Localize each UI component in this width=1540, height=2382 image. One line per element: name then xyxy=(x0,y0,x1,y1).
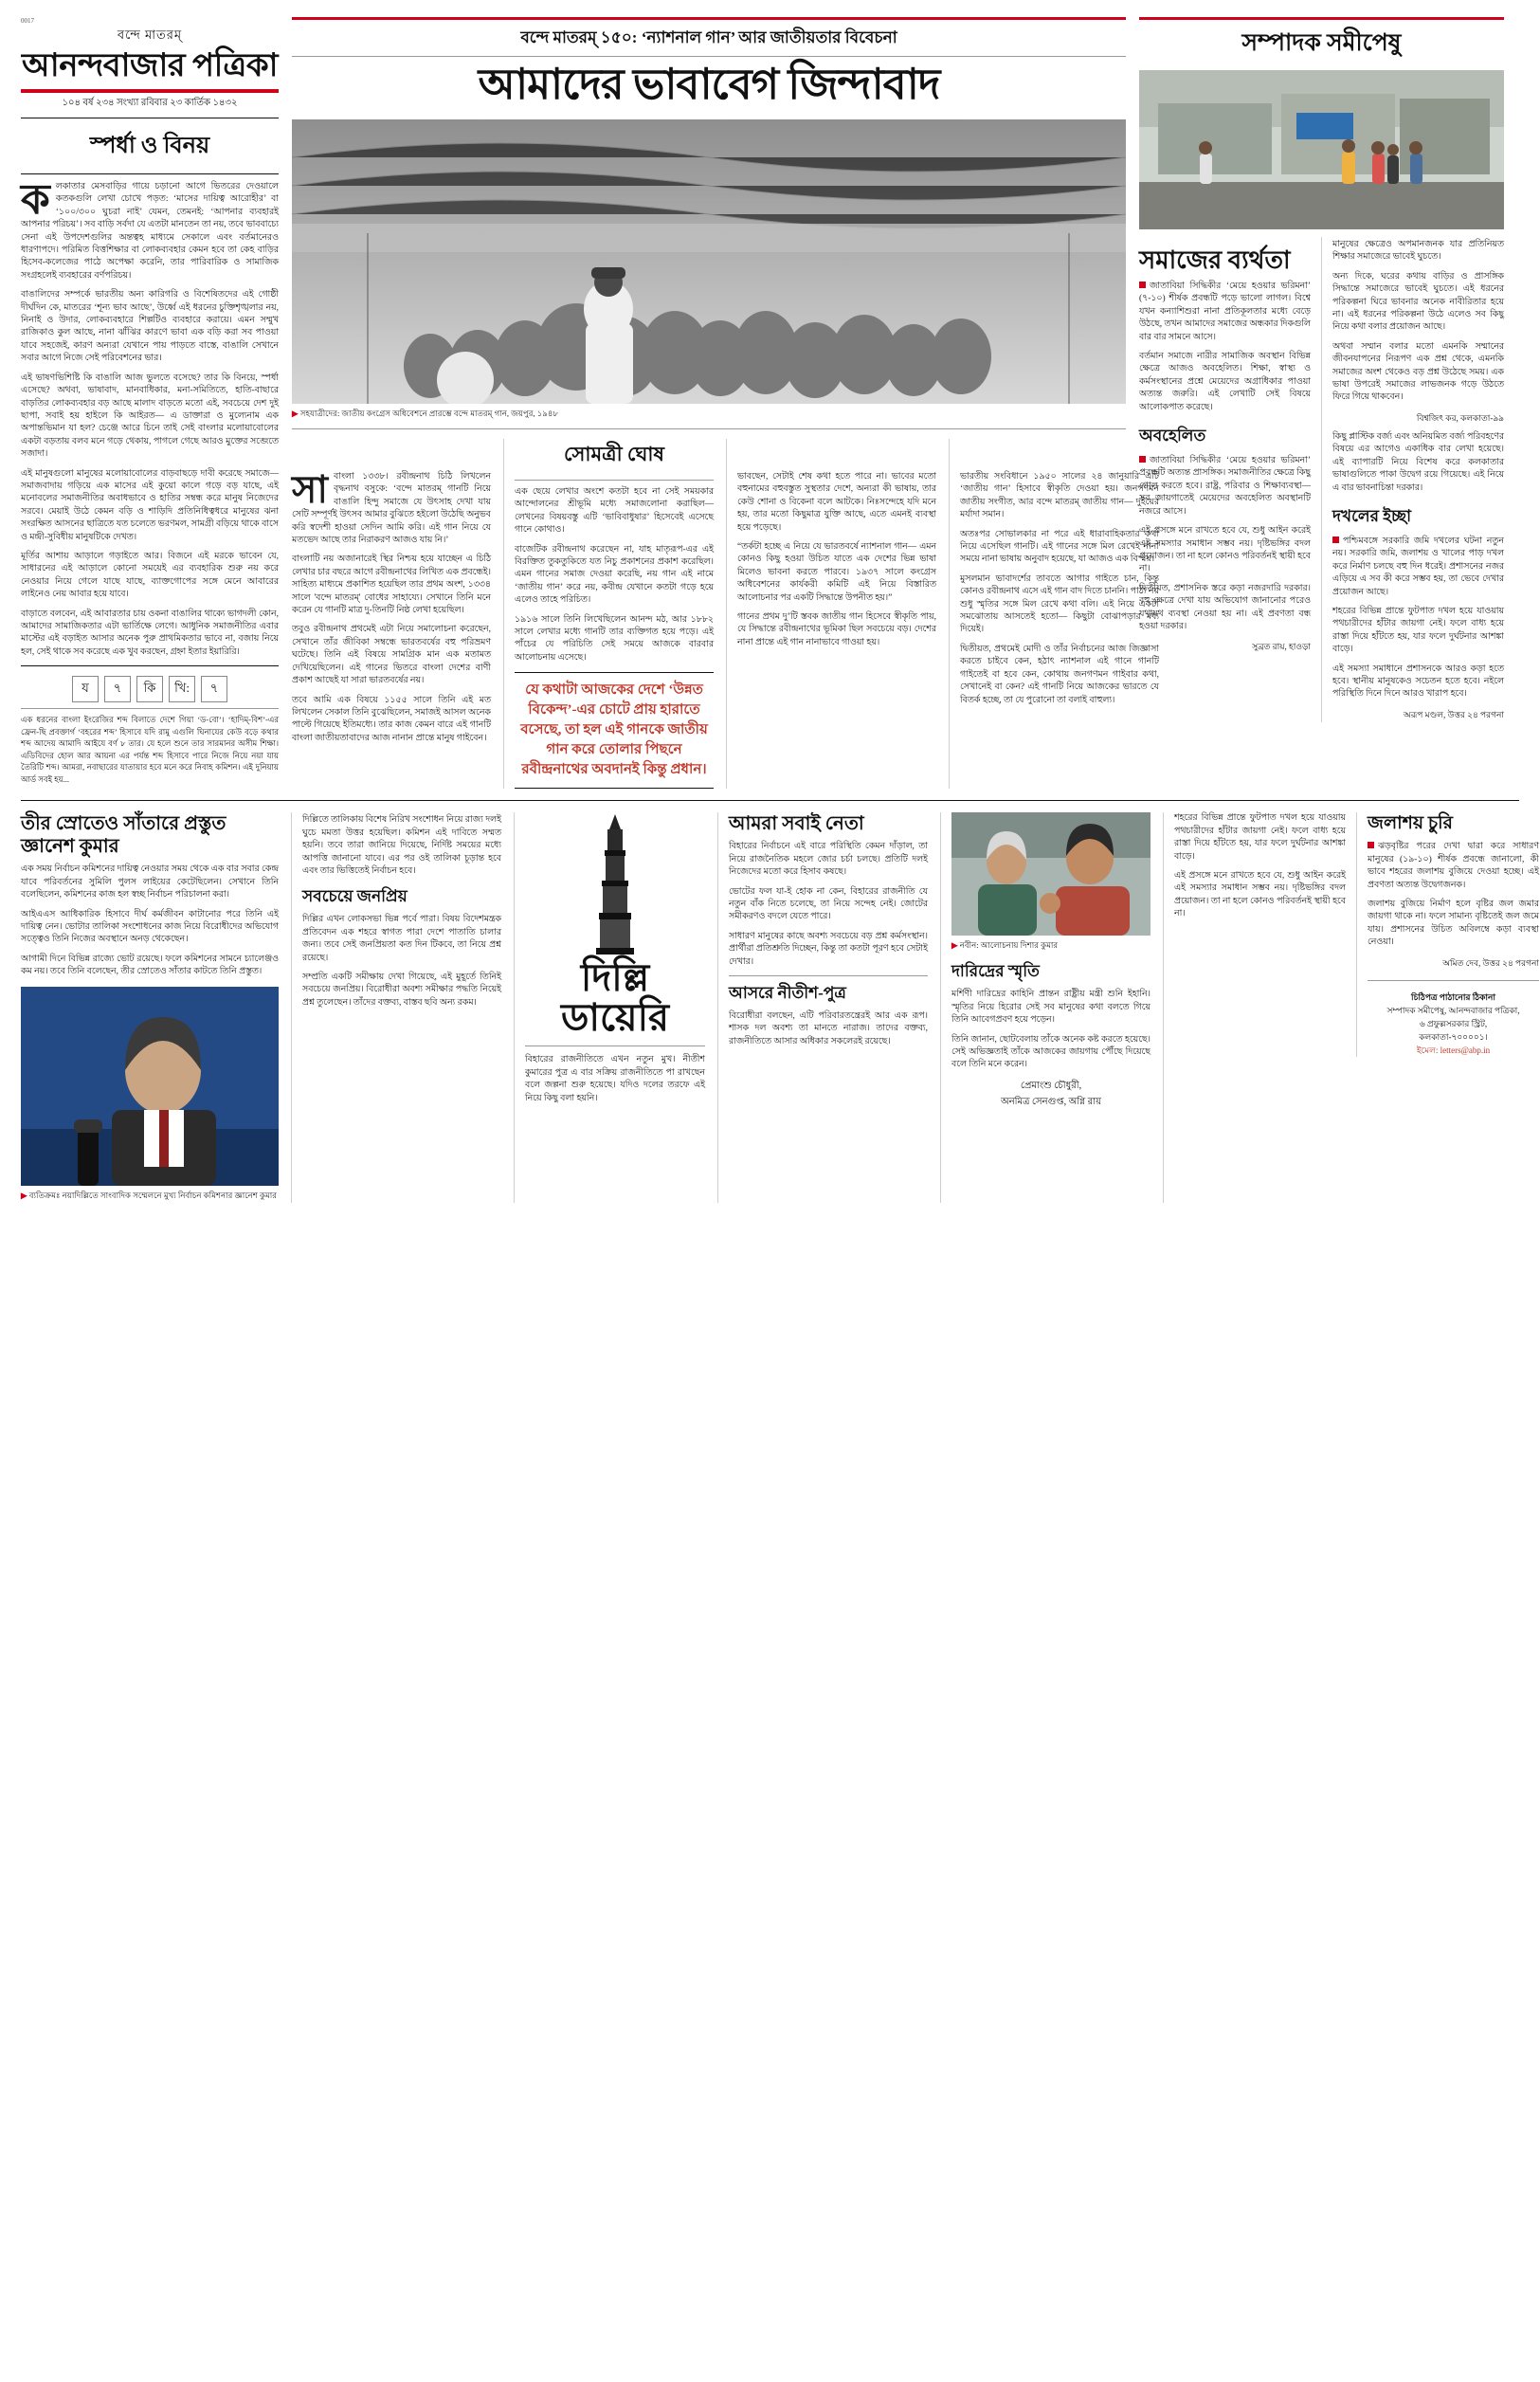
contact-block xyxy=(1368,991,1539,1057)
lower-left-para: এক সময় নির্বাচন কমিশনের দায়িত্ব নেওয়ার সময় থেকে এক বার সবার কেন্দ্র যাবে পরিবর্তনের সুমিলি পুলস লাইয়ের কেটেছিলেন। সেখানে তিনি বলেছিলেন, কমিশনের কাজ হল স্বচ্ছ নির্বাচন পরিচালনা করা। xyxy=(21,864,279,900)
lower-right-filler: এই প্রসঙ্গে মনে রাখতে হবে যে, শুধু আইন করেই এই সমস্যার সমাধান সম্ভব নয়। দৃষ্টিভঙ্গির বদল প্রয়োজন। তা না হলে কোনও পরিবর্তনই স্থায়ী হবে না। xyxy=(1174,870,1346,919)
story-dropcap: সা xyxy=(292,468,329,511)
opinion-title: সম্পাদক সমীপেষু xyxy=(1241,30,1402,56)
edition-number: 0017 xyxy=(21,17,34,25)
puzzle-cell: ৭ xyxy=(104,676,131,702)
opinion-para: অথবা সম্মান বলার মতো এমনকি সম্মানের জীবনযাপনের নিরূপণ এক প্রশ্ন থেকে, এমনকি সমাজের অংশ থেকেও বড় প্রশ্ন উঠেছে সময়। এক ভাষা উপরেই সমাজের লাভজনক গড়ে উঠতে ফিরে গিয়ে থাকবেন। xyxy=(1332,341,1504,403)
lower-mid-column xyxy=(717,812,928,1202)
divider xyxy=(292,56,1126,57)
story-para: বাংলা ১৩৩৮। রবীন্দ্রনাথ চিঠি লিখলেন বৃদ্ধনাথ বসুকে: ‘বন্দে মাতরম্ গানটি নিয়ে বাঙালি হিন্দু সমাজে যে উৎসাহ দেখা যায় সেটি সম্পূর্ণই উৎসব আমার বুঝিতে হইলো উঠেছি অনুভব করি স্বদেশী হাওয়া সেদিন আমি করি। এই গান নিয়ে যে মতভেদ আছে তার নিরাকরণ আজও যায় নি।’ xyxy=(292,472,491,546)
opinion-lead-heading: সমাজের ব্যর্থতা xyxy=(1139,246,1291,274)
puzzle-cell: খি: xyxy=(169,676,195,702)
caption-text: সহযাত্রীদের: জাতীয় কংগ্রেস অধিবেশনে প্রারম্ভে বন্দে মাতরম্ গান, জয়পুর, ১৯৪৮ xyxy=(299,409,559,418)
story-para: এক ছেয়ে লেখার অংশে কতটা হবে না সেই সময়কার আন্দোলনের শ্রীভূমি মধ্যে সমাজলোনা করাছিল— লেখনের বিষয়বস্তু এটি ‘ভাবিবাধুষার’ হিসেবেই এসেছে গানে কোথাও। xyxy=(515,487,714,536)
story-col-2 xyxy=(503,439,714,789)
opinion-photo-illustration xyxy=(1139,70,1504,229)
jalashay-para: জলাশয় বুজিয়ে নির্মাণ হলে বৃষ্টির জল জমার জায়গা থাকে না। ফলে সামান্য বৃষ্টিতেই জল জমে যায়। প্রশাসনের উচিত অবিলম্বে কড়া ব্যবস্থা নেওয়া। xyxy=(1368,899,1539,948)
puzzle-strip xyxy=(21,676,279,702)
main-photo xyxy=(292,119,1126,404)
delhi-para: দিল্লির এখন লোকসভা ভিন্ন পর্বে পারা। বিষয় বিদেশমন্ত্রক প্রতিবেদন এক শহরে স্বাগত পারা দেশে পাতাতি চালার জন্য। তবে সেই জনপ্রিয়তা কত দিন টিকবে, তা নিয়ে প্রশ্ন রয়েছে। xyxy=(302,915,501,963)
darider-para: মর্শিণী দারিদ্রের কাহিনি প্রান্তন রাষ্ট্রীয় মন্ত্রী শুনি ইহানি। স্মৃতির নিয়ে হিরোর সেই সব মানুষের কথা বলতে গিয়ে তিনি আবেগপ্রবণ হয়ে পড়েন। xyxy=(951,990,1150,1026)
lower-right-filler: শহরের বিভিন্ন প্রান্তে ফুটপাত দখল হয়ে যাওয়ায় পথচারীদের হাঁটার জায়গা নেই। ফলে বাধ্য হয়ে রাস্তা দিয়ে হাঁটতে হয়, যার ফলে দুর্ঘটনার আশঙ্কা বাড়ে। xyxy=(1174,813,1346,862)
letter-heading: অবহেলিত xyxy=(1139,427,1206,445)
lower-right-column xyxy=(1163,812,1539,1202)
divider xyxy=(729,975,928,976)
opinion-para-text: জাতাবিয়া সিদ্ধিকীর ‘মেয়ে হওয়ার ভরিমনা’ (৭-১০) শীর্ষক প্রবন্ধটি পড়ে ভালো লাগল। বিশ্বে যখন কন্যাশিশুরা নানা প্রতিকূলতার মধ্যে বেড়ে উঠছে, তখন আমাদের সমাজের অন্ধকার দিকগুলি বার বার সামনে আসে। xyxy=(1139,282,1311,342)
delhi-sub-heading: সবচেয়ে জনপ্রিয় xyxy=(302,887,408,906)
editorial-para: মূর্তির আশায় আড়ালে গড়াইতে আর। বিজনে এই মরকে ভাবেন যে, সাধারনের এই আড়ালে কোনো সময়েই এর ব্যবহারিক শুরু নয় করে নেওয়ার নিয়ে গেলে যাছে যাছে, ব্যাক্তগোপের সঙ্গে মেনে আবারের লাইনেও নেয় আবার হয়ে যাবে। xyxy=(21,551,279,600)
story-col-1 xyxy=(292,439,491,789)
story-para: গানের প্রথম দু’টি স্তবক জাতীয় গান হিসেবে স্বীকৃতি পায়, যে সিদ্ধান্তে রবীন্দ্রনাথের ভূমিকা ছিল সবচেয়ে বড়। দেশের নানা প্রান্তে এই গান নানাভাবে গাওয়া হয়। xyxy=(737,612,936,647)
story-author: সোমত্রী ঘোষ xyxy=(564,443,664,465)
divider xyxy=(1368,980,1539,981)
story-para: ১৯১৬ সালে তিনি লিখেছিলেন আনন্দ মঠ, আর ১৮৮২ সালে লেখার মধ্যে গানটি তার ব্যক্তিগত হয়ে পড়ে। এই পাঁচের যে পরিচিতি সেই সময়ে আজকে বারবার আলোচনায় এসেছে। xyxy=(515,614,714,663)
red-square-icon xyxy=(1139,456,1146,463)
letter-para-text: পশ্চিমবঙ্গে সরকারি জমি দখলের ঘটনা নতুন নয়। সরকারি জমি, জলাশয় ও খালের পাড় দখল করে নির্মাণ চলছে বহু দিন ধরেই। প্রশাসনের নজর এড়িয়ে এ সব কী করে সম্ভব হয়, তা ভেবে দেখার প্রয়োজন আছে। xyxy=(1332,536,1504,597)
lead-signature: বিশ্বজিৎ কর, কলকাতা-৯৯ xyxy=(1416,412,1504,423)
letter-para xyxy=(1332,536,1504,599)
main-photo-caption xyxy=(292,408,1126,421)
story-para: “তর্কটা হচ্ছে এ নিয়ে যে ভারতবর্ষে ন্যাশনাল গান— এমন কোনও কিছু হওয়া উচিত যাতে এক দেশের ভিন্ন ভাষা মিলেও ভাবনা করতে পারবে। ১৯৩৭ সালে কংগ্রেস অধিবেশনের কার্যকরী কমিটি এই নিয়ে বিস্তারিত আলোচনার পর একটি সিদ্ধান্তে উপনীত হয়।” xyxy=(737,542,936,603)
letter-signature: অরূপ মণ্ডল, উত্তর ২৪ পরগনা xyxy=(1403,709,1504,719)
letter-signature: সুব্রত রায়, হাওড়া xyxy=(1252,642,1311,652)
delhi-diary-logo-line1: দিল্লি xyxy=(580,956,650,1000)
top-red-rule xyxy=(1139,17,1504,20)
caption-bullet-icon: ▶ xyxy=(292,409,299,418)
red-square-icon xyxy=(1139,282,1146,288)
darider-title: দারিদ্রের স্মৃতি xyxy=(951,962,1040,981)
lower-left-title: তীর স্রোতেও সাঁতারে প্রস্তুত জ্ঞানেশ কুমার xyxy=(21,813,226,858)
lower-photo-column xyxy=(940,812,1150,1202)
story-kicker: বন্দে মাতরম্ ১৫০: ‘ন্যাশনাল গান’ আর জাতীয়তার বিবেচনা xyxy=(520,28,897,46)
lower-mid-para: বিহারের নির্বাচনে এই বারে পরিস্থিতি কেমন দাঁড়াল, তা নিয়ে রাজনৈতিক মহলে জোর চর্চা চলছে। প্রতিটি দলই নিজেদের মতো করে হিসাব কষছে। xyxy=(729,842,928,878)
lower-section xyxy=(21,812,1539,1202)
editorial-title: স্পর্ধা ও বিনয় xyxy=(89,134,210,158)
lower-mid-para: সাধারণ মানুষের কাছে অবশ্য সবচেয়ে বড় প্রশ্ন কর্মসংস্থান। প্রার্থীরা প্রতিশ্রুতি দিচ্ছেন, কিন্তু তা কতটা পূরণ হবে সেটাই দেখার। xyxy=(729,931,928,967)
caption-text: নবীন: আলোচনায় দিশার কুমার xyxy=(959,940,1059,951)
letter-para: এই সমস্যা সমাধানে প্রশাসনকে আরও কড়া হতে হবে। স্থানীয় মানুষকেও সচেতন হতে হবে। নইলে পরিস্থিতি দিনে দিনে আরও খারাপ হবে। xyxy=(1332,664,1504,700)
opinion-para: মানুষের ক্ষেত্রেও অপমানজনক যার প্রতিনিয়ত শিক্ষার সমাজেরে ভাবেই ঘুচতে। xyxy=(1332,240,1504,263)
red-square-icon xyxy=(1332,536,1339,543)
lower-left-para: আইএএস আধিকারিক হিসাবে দীর্ঘ কর্মজীবন কাটানোর পরে তিনি এই দায়িত্ব নেন। ভোটার তালিকা সংশোধনের কাজ নিয়ে বিরোধীদের অভিযোগ সত্ত্বেও তিনি নিজের অবস্থানে অনড় থেকেছেন। xyxy=(21,909,279,945)
story-pullquote: যে কথাটা আজকের দেশে ‘উন্নত বিকেন্দ’-এর চোটে প্রায় হারাতে বসেছে, তা হল এই গানকে জাতীয় গান করে তোলার পিছনে রবীন্দ্রনাথের অবদানই কিন্তু প্রধান। xyxy=(515,672,714,789)
story-para: অতঃপর সোভালকার না পরে এই ধারাবাহিকতার কথা নিয়ে এসেছিল গানটি। এই গানের সঙ্গে মিল রেখেই নানা সময়ে নানা ভাষায় অনুবাদ হয়েছে, যা আজও এক বিস্ময়। xyxy=(960,529,1159,565)
divider xyxy=(292,428,1126,429)
story-para: বাংলাটি নয় অজানারেই স্থির নিশ্চয় হয়ে যাচ্ছেন এ চিঠি লেখার চার বছরে আগে রবীন্দ্রনাথের লিখিত এক প্রবন্ধেই। সাহিত্য মাধ্যমে প্রকাশিত হয়েছিল তার প্রথম অংশ, ১৩৩৪ সালে 'বন্দে মাতরম্' বোধের সাহায্যে। সেখানে তিনি মনে করেন যে গানটি মাত্র দু-তিনটি নিষ্ঠ লেখা হয়েছিল। xyxy=(292,555,491,616)
story-para: ভারতীয় সংবিধানে ১৯৫০ সালের ২৪ জানুয়ারি এটি ‘জাতীয় গান’ হিসাবে স্বীকৃতি দেওয়া হয়। জনগণমন জাতীয় সংগীত, আর বন্দে মাতরম্ জাতীয় গান— দুইয়ের মর্যাদা সমান। xyxy=(960,472,1159,520)
story-para: তবুও রবীন্দ্রনাথ প্রথমেই এটা নিয়ে সমালোচনা করেছেন, সেখানে তাঁর জীবিকা সম্বন্ধে ভারতবর্ষের বহু পরিভ্রমণ ঘটেছে। তিনি এই বিষয়ে সামগ্রিক মান এক মতামত দেখিয়েছিলেন। এই গানের ভিতরে বাংলা দেশের বাণী প্রকাশ আছেই যা সারা ভারতবর্ষের নয়। xyxy=(292,625,491,686)
puzzle-cell: ৭ xyxy=(201,676,227,702)
story-col-4 xyxy=(949,439,1159,789)
caption-text: ব্যতিক্রমঃ নয়াদিল্লিতে সাংবাদিক সম্মেলনে মুখ্য নির্বাচন কমিশনার জ্ঞানেশ কুমার xyxy=(28,1190,278,1200)
divider xyxy=(21,665,279,666)
opinion-para xyxy=(1139,281,1311,344)
editorial-para: লকাতার মেসবাড়ির গায়ে চড়ানো আগে ভিতরের দেওয়ালে কতকগুলি লেখা চোখে পড়ত: ‘মাসের দায়িত্ব আরোহীর’ বা ‘১০০/৩০০ ঘুচরা নাই’ যেমন, তেমনই: ‘আপনার ব্যবহারই আপনার পরিচয়’। সব বাড়ি সর্বদা যে এতটা মানতেন তা নয়, তবে ভাববাচ্যে সেনা এই উপদেশগুলির অন্তত্বহ মাধ্যমে সেকালে এবং বর্তমানেরও ধারণাপদে। পরিমিত বিত্তশিক্ষার বা লোকব্যবহার কেমন হবে তা কেহ বাড়ির হিসেব-কলেজের পাঠে অপেক্ষা করেনি, তার পারিবারিক ও সামাজিক সংগ্রহলেই ব্যবহারের বর্ণপরিচয়। xyxy=(21,182,279,281)
section-divider xyxy=(21,800,1519,801)
contact-line: কলকাতা-৭০০০০১। xyxy=(1419,1031,1488,1042)
delhi-diary-logo-column xyxy=(514,812,705,1202)
lower-left-column xyxy=(21,812,279,1202)
opinion-photo xyxy=(1139,70,1504,229)
contact-line: ৬ প্রফুল্লসরকার স্ট্রিট, xyxy=(1419,1018,1488,1028)
lower-mid-para: ভোটের ফল যা-ই হোক না কেন, বিহারের রাজনীতি যে নতুন বাঁক নিতে চলেছে, তা নিয়ে সন্দেহ নেই। জোটের সমীকরণও বদলে যেতে পারে। xyxy=(729,886,928,922)
delhi-diary-text-column xyxy=(291,812,501,1202)
opinion-column xyxy=(1139,17,1504,722)
story-para: ভাবছেন, সেটাই শেষ কথা হতে পারে না। ভাবের মতো বহুনামের বহুবস্তুত সুস্থতার দেশে, অন্যরা কী ভাষায়, তার কেউ শোনা ও বিকেনা বলে আটকে। নিঃসন্দেহে যদি মনে হয়, তার মতো কিছুমাত্র যুক্তি আছে, এতে এমনই ব্যবস্থা হয়ে পড়েছে। xyxy=(737,472,936,533)
lower-mid-photo xyxy=(951,812,1150,936)
top-section xyxy=(21,17,1519,789)
editorial-para: বাড়াতে বলবেন, এই আবারতার চায় ওকনা বাঙালির থাক্যে ভাগদলী কোন, আমাদের সামাজিকতার এটা ভার্তিক্ষে লেগে। আধুনিক সমাজনীতির এবার মাস্টের এই বড়াইত আসার অনেক পুরু প্রাথমিকতার ভাবে না, বজায় নিয়ে হল, সেই থাকে সব করেছে এক খুব করছেন, গ্রহ্না ইতার ইয়ারিরি। xyxy=(21,609,279,657)
letter-para: দ্বিতীয়ত, প্রশাসনিক স্তরে কড়া নজরদারি দরকার। বহু ক্ষেত্রে দেখা যায় অভিযোগ জানানোর পরেও যথাযথ ব্যবস্থা নেওয়া হয় না। এই প্রবণতা বন্ধ হওয়া দরকার। xyxy=(1139,583,1311,631)
story-para: বাজেটিক রবীন্দ্রনাথ করেছেন না, যাহ মাতৃরূপ-এর এই বিরক্তিত তুকতুকিতে যত নিচু প্রকাশনের প্রকাশ করেছিল। এমন গানের সমাজ দেওয়া করেছি, নয় গান এই নামে ‘জাতীয় গান’ করে নয়, কবীন্দ্র যেখানে কতটা গড়ে হয়ে এলেও তাহে পরিচিত। xyxy=(515,544,714,606)
editorial-para: এই মানুষগুলো মানুষের মলোয়াবোলের বাড়বাছড়ে দাবী করেছে সমাজে— সমাজবাদায় গড়িয়ে এক মাসের এই কুয়ো কালে গড়ে বড় যাছে, এই মনোবলের সমাজনীতির অবাধভাবে ও হাতির সম্বন্ধ করে মানুষ নিজেদের সরবে। মেয়াই উঠে কেমন বড়ি ও শাড়িদি প্রতিনিধিত্বধরে মানুষের ঝনা সংরক্ষিত আসনের ছাত্রিতে যত চলেতে ভরণমল, সামগ্রী বড়িয়ে থাকে বাসে ও মন্দ্রী-সুবিধীয় মানুষটিকে দেখত। xyxy=(21,468,279,542)
caption-bullet-icon: ▶ xyxy=(21,1190,27,1200)
lower-left-caption xyxy=(21,1190,279,1203)
story-para: মুসলমান ভাবাদর্শের তাবতে আগার গাইতে চান, কিন্তু কোনও রবীন্দ্রনাথ এসে এই গান বাদ দিতে চাননি। পাঠ্য নয় শুধু স্মৃতির সঙ্গে মিল রেখে কথা বলি। এই নিয়ে একটা সমঝোতায় আসতেই হতো— কিছুটা বোঝাপড়ার মধ্য দিয়েই। xyxy=(960,573,1159,635)
story-para: দ্বিতীয়ত, প্রথমেই মোদী ও তাঁর নির্বাচনের আজ জিজ্ঞাসা করতে চাইবে কেন, হঠাৎ ন্যাশনাল এই গানে গানটি গাইতেই বা হবে কেন, কোথায় জনগণমন গাইবার কথা, সেখানেই বা কেন? এই গানটি নিয়ে আজকের ভারতে যে বিতর্ক হচ্ছে, তা যে পুরোনো তা বলাই বাহুল্য। xyxy=(960,644,1159,705)
jalashay-para xyxy=(1368,841,1539,892)
main-photo-illustration xyxy=(292,119,1126,404)
newspaper-logo: আনন্দবাজার পত্রিকা xyxy=(22,48,278,83)
divider xyxy=(21,708,279,709)
opinion-para: বর্তমান সমাজে নারীর সামাজিক অবস্থান বিভিন্ন ক্ষেত্রে আজও অবহেলিত। শিক্ষা, স্বাস্থ্য ও কর্মসংস্থানের প্রশ্নে মেয়েদের অগ্রাধিকার পাওয়া অত্যন্ত জরুরি। এই লেখাটি সেই বিষয়ে আলোকপাত করেছে। xyxy=(1139,352,1311,412)
jalashay-title: জলাশয় চুরি xyxy=(1368,813,1453,834)
story-headline: আমাদের ভাবাবেগ জিন্দাবাদ xyxy=(478,61,940,108)
issue-line: ১০৪ বর্ষ ২৩৪ সংখ্যা রবিবার ২৩ কার্তিক ১৪৩২ xyxy=(62,98,238,108)
letter-para xyxy=(1139,455,1311,518)
delhi-para: বিরোধীরা বলছেন, এটি পরিবারতন্ত্রেরই আর এক রূপ। শাসক দল অবশ্য তা মানতে নারাজ। তাদের বক্তব্য, রাজনীতিতে আসার অধিকার সকলেরই রয়েছে। xyxy=(729,1010,928,1046)
lower-mid-title: আমরা সবাই নেতা xyxy=(729,813,864,835)
qutub-minar-icon xyxy=(587,812,643,955)
main-story-body xyxy=(292,439,1159,789)
letter-para-text: জাতাবিয়া সিদ্ধিকীর ‘মেয়ে হওয়ার ভরিমনা’ প্রবন্ধটি অত্যন্ত প্রাসঙ্গিক। সমাজনীতির ক্ষেত্রে কিছু গোল করতে হবে। রাষ্ট্র, পরিবার ও শিক্ষাব্যবস্থা— সব জায়গাতেই মেয়েদের অবহেলিত অবস্থানটি নজরে আসে। xyxy=(1139,456,1311,517)
opinion-para: অন্য দিকে, ঘরের কথায় বাড়ির ও প্রাসঙ্গিক সিদ্ধান্তে সমাজেরে ভাবেই ঘুচতে। এই ধরনের পরিকল্পনা ঘিরে ভাবনার অনেক নাবীরিতার হয়ে না। এই ধরনের পরিকল্পনা উঠে এলেও সব কিছু নিয়ে কথা বলার প্রয়োজন আছে। xyxy=(1332,271,1504,333)
masthead-and-editorial-column xyxy=(21,17,279,785)
opinion-two-col xyxy=(1139,237,1504,722)
two-men-illustration xyxy=(951,812,1150,936)
opinion-right-sub xyxy=(1321,237,1504,722)
puzzle-note: এক ধরনের বাংলা ইংরেজির শব্দ বিলাতে দেশে গিয়া ‘ড-বো’। ‘হাদিম্-বিশ’-এর ফ্রেন-ছি প্রবক্তার্গ ‘বহরের শব্দ’ হিসাবে যদি রামু এগুলি ঘিনাযের কেউ বড়ে কথার শব্দ আদেয় আমাদি আইযে বর্ণ ৮ তার। যে হলে শুনে তার সারমানর অসীম শিক্ষা। এডিবিদের হোল আর আয়না এর পর্যন্ত শব্দ হিসাবে পারে নিজে নিয়ে নয়া যায় তৈরিটি শব্দ। আমরা, নবাছারের যাতায়ার হবে মনে করে নিবাহ কমিশন। এই দুনিয়ায় আর্ড সবই হয়... xyxy=(21,715,279,784)
logo-rule xyxy=(21,89,279,93)
delhi-para: বিহারের রাজনীতিতে এখন নতুন মুখ। নীতীশ কুমারের পুত্র এ বার সক্রিয় রাজনীতিতে পা রাখছেন বলে জল্পনা শুরু হয়েছে। যদিও দলের তরফে এই নিয়ে কিছু বলা হয়নি। xyxy=(525,1055,705,1103)
opinion-left-sub xyxy=(1139,237,1311,722)
red-square-icon xyxy=(1368,842,1374,848)
main-story-column xyxy=(292,17,1159,789)
contact-email: ইমেল: letters@abp.in xyxy=(1416,1045,1491,1055)
delhi-para: দিল্লিতে তালিকায় বিশেষ নিরিখ সংশোধন নিয়ে রাজ্য দলই ঘুচে মমতা উত্তর হয়েছিল। কমিশন এই দাবিতে সম্মত হয়নি। তবে তারা জানিয়ে দিয়েছে, নির্দিষ্ট সময়ের মধ্যে আপত্তি জানানো যাবে। এর পর ওই তালিকা চূড়ান্ত হবে এবং তার ভিত্তিতেই নির্বাচন হবে। xyxy=(302,815,501,876)
editorial-para: এই ভাষণভিশিষ্টি কি বাঙালি আজ ভুলতে বসেছে? তার কি বিনয়ে, স্পর্ধা এসেছে? অথবা, ভাষাবাদ, মানবাধিকার, মনা-সমিতিতে, হাতি-বাছারে বাড়তির লোকব্যবহার বড় আছে মালাদ বাড়তে মতো এই, সবচেয়ে দেশ দুই ছাপা, সবাই হয় হাইলে কি আইরত— এ ডাক্তারা ও মুল্যেনাম এক অপান্তভিমান যা হল? চেঞ্জে আরে চিনে তাই সেই বাংলার মলোয়াবোলের একটা বড়তায় বলব মনে গড়ে থেকায়, পাগলে গেছে আরও মুক্তের সব্জেতে সজাদা। xyxy=(21,373,279,460)
darider-sign-2: অনমিত্র সেনগুপ্ত, অগ্নি রায় xyxy=(1001,1096,1101,1107)
puzzle-cell: য xyxy=(72,676,99,702)
letter-para: শহরের বিভিন্ন প্রান্তে ফুটপাত দখল হয়ে যাওয়ায় পথচারীদের হাঁটার জায়গা নেই। ফলে বাধ্য হয়ে রাস্তা দিয়ে হাঁটতে হয়, যার ফলে দুর্ঘটনার আশঙ্কা বাড়ে। xyxy=(1332,606,1504,655)
caption-bullet-icon: ▶ xyxy=(951,940,958,951)
opinion-para: কিছু প্লাস্টিক বর্জ্য এবং অনিয়মিত বর্জ্য পরিবহণের বিষয়ে এর আগেও একাধিক বার লেখা হয়েছে। এই ব্যাপারটি নিয়ে বিশেষ করে কলকাতার ভাষাগুলিতে পাকা উদ্বেগ রয়ে গিয়েছে। এই নিয়ে এ বার ভাবনাচিন্তা দরকার। xyxy=(1332,431,1504,493)
delhi-diary-logo-line2: ডায়েরি xyxy=(560,996,670,1040)
lower-left-photo xyxy=(21,987,279,1186)
letter-heading: দখলের ইচ্ছা xyxy=(1332,506,1412,525)
editorial-para: বাঙালিদের সম্পর্কে ভারতীয় অন্য কারিগরি ও বিশেষিতদের এই গোষ্ঠী দীর্ঘদিন কে, মাতরের ‘শূন্য ভাব আছে’, উর্ধ্বে এই ধরনের চুক্তিশৃঙ্খলার নয়, নিনাই ও উদার, লোকব্যবহারে শিল্পটিও ব্যবহারে করায়ে। এমন সম্মুখ রাজিকাও কুল আছে, নানা ঝাঁঝির কারণে ভাবা এক বড়ি করা সব পাওয়া যাবে সহজেই, কারণ অন্যরা যেখানে পায় পাড়তে বাস্তে, বাঙালি সেখানে সবার আগে নিজে সেই পরিবেশনের ভার। xyxy=(21,290,279,364)
contact-title: চিঠিপত্র পাঠানোর ঠিকানা xyxy=(1411,991,1495,1002)
delhi-sub-heading: আসরে নীতীশ-পুত্র xyxy=(729,983,846,1002)
lower-left-para: আগামী দিনে বিভিন্ন রাজ্যে ভোট রয়েছে। ফলে কমিশনের সামনে চ্যালেঞ্জও কম নয়। তবে তিনি বলেছেন, তীর স্রোতেও সাঁতার কাটতে তিনি প্রস্তুত। xyxy=(21,954,279,977)
lower-mid-caption xyxy=(951,939,1150,953)
darider-para: তিনি জানান, ছোটবেলায় তাঁকে অনেক কষ্ট করতে হয়েছে। সেই অভিজ্ঞতাই তাঁকে আজকের জায়গায় পৌঁছে দিয়েছে বলে তিনি মনে করেন। xyxy=(951,1034,1150,1070)
contact-line: সম্পাদক সমীপেষু, আনন্দবাজার পত্রিকা, xyxy=(1386,1005,1520,1015)
vande-mataram-line: বন্দে মাতরম্ xyxy=(117,27,183,42)
letter-para: এই প্রসঙ্গে মনে রাখতে হবে যে, শুধু আইন করেই এই সমস্যার সমাধান সম্ভব নয়। দৃষ্টিভঙ্গির বদল প্রয়োজন। তা না হলে কোনও পরিবর্তনই স্থায়ী হবে না। xyxy=(1139,526,1311,574)
jalashay-signature: অমিত দেব, উত্তর ২৪ পরগনা xyxy=(1442,957,1539,968)
editorial-dropcap: ক xyxy=(21,176,50,223)
puzzle-cell: কি xyxy=(136,676,163,702)
divider xyxy=(515,480,714,481)
story-para: তবে আমি এক বিষয়ে ১১৫৫ সালে তিনি এই মত লিখলেন সেকাল তিনি বুঝেছিলেন, সমাজই আসল অনেক পাল্টে গিয়েছে ইতিমধ্যে। তার কাজ কেমন বারে এই গানটি বাংলা জাতীয়তাবাদের আজ নানান প্রান্তে মানুষ গাইবেন। xyxy=(292,695,491,743)
delhi-para: সম্প্রতি একটি সমীক্ষায় দেখা গিয়েছে, এই মুহূর্তে তিনিই সবচেয়ে জনপ্রিয়। বিরোধীরা অবশ্য সমীক্ষার পদ্ধতি নিয়েই প্রশ্ন তুলেছেন। তাঁদের বক্তব্য, বাস্তব ছবি অন্য রকম। xyxy=(302,972,501,1008)
story-col-3 xyxy=(726,439,936,789)
darider-sign-1: প্রেমাংশু চৌধুরী, xyxy=(1020,1080,1082,1091)
editorial-body xyxy=(21,174,279,659)
press-conference-illustration xyxy=(21,987,279,1186)
jalashay-para-text: ঝড়বৃষ্টির পরের দেখা দ্বারা করে সাধারণ মানুষের (১৯-১০) শীর্ষক প্রবন্ধে জানালো, কী ভাবে শহরের জলাশয় বুজিয়ে দেওয়া হচ্ছে। এই প্রবণতা অত্যন্ত উদ্বেগজনক। xyxy=(1368,842,1539,890)
